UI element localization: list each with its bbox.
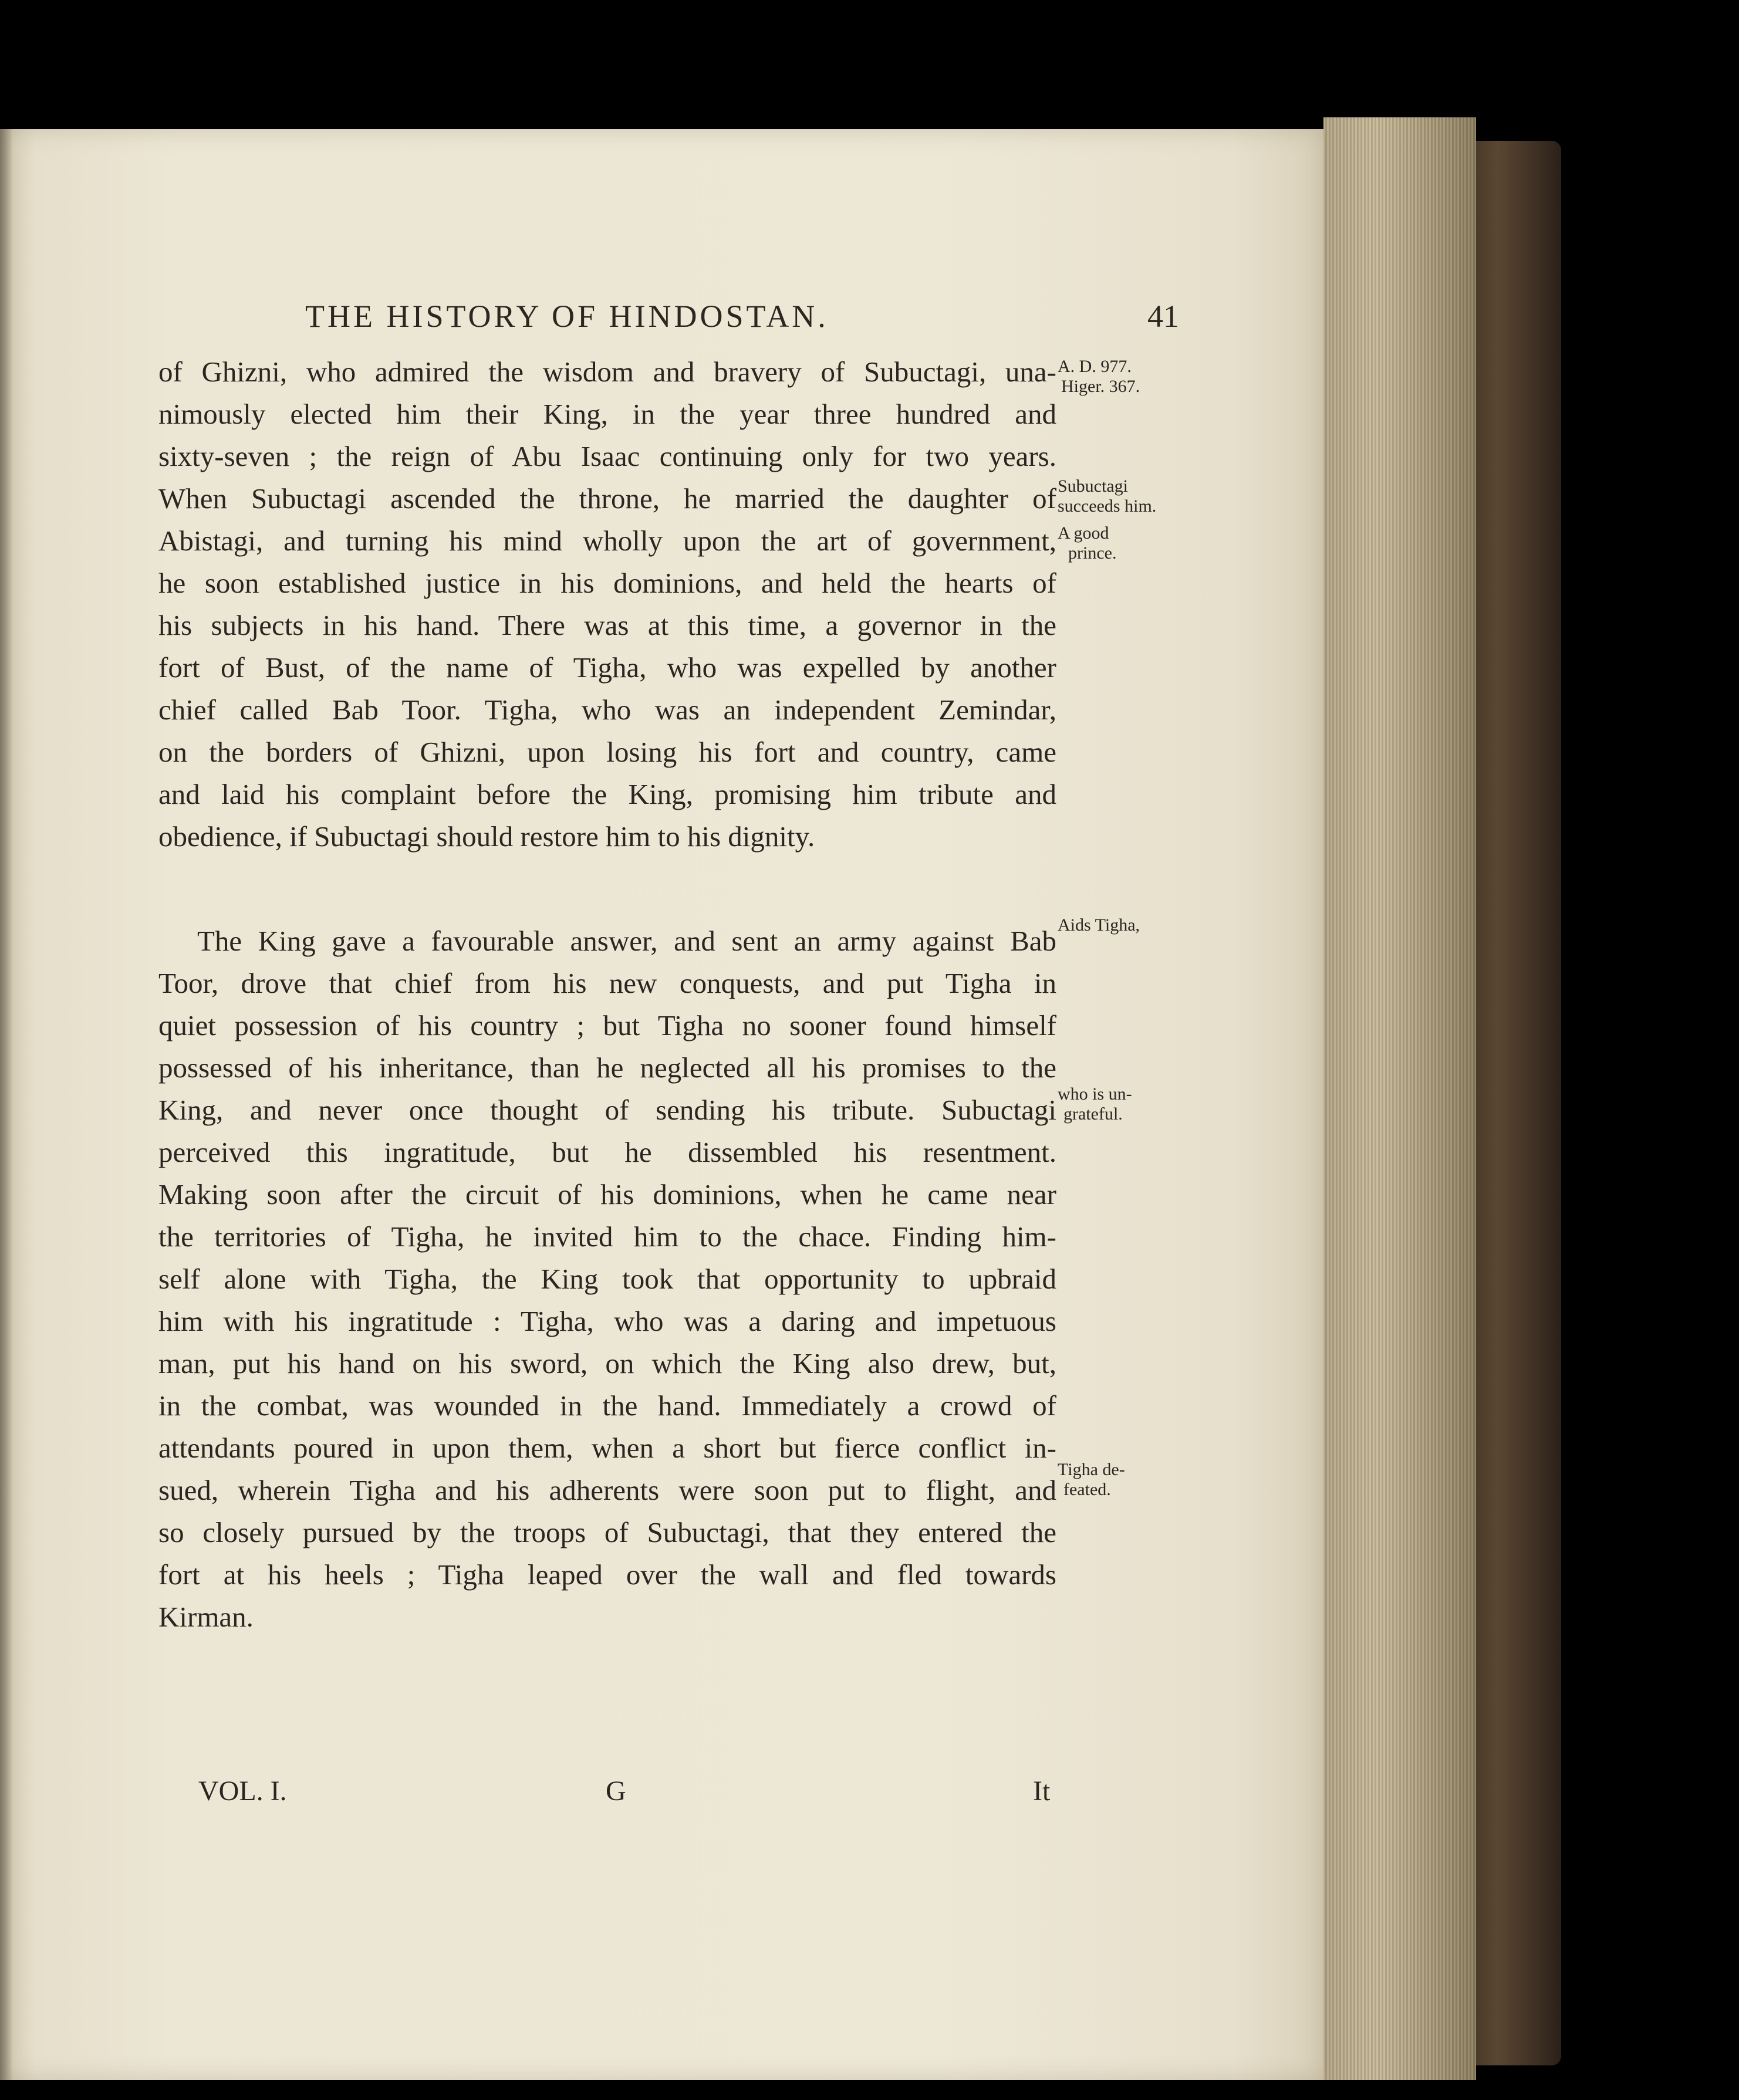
margin-note-good-prince [1058,523,1116,563]
margin-note-defeated [1058,1460,1125,1500]
text-line: Making soon after the circuit of his dominions, when he came near [158,1178,1056,1210]
paragraph-1 [158,351,1056,858]
gutter-shadow [0,129,13,2080]
margin-note-line: prince. [1068,543,1117,563]
margin-note-line: Higer. 367. [1061,377,1140,396]
text-line: Toor, drove that chief from his new conquests, and put Tigha in [158,967,1056,999]
margin-note-line: Tigha de- [1058,1460,1125,1479]
text-line: Kirman. [158,1601,254,1633]
page-edges [1323,117,1476,2080]
margin-note-line: Subuctagi [1058,476,1128,496]
text-line: he soon established justice in his dominions, and held the hearts of [158,567,1056,599]
text-line: in the combat, was wounded in the hand. Immediately a crowd of [158,1389,1056,1422]
text-line: quiet possession of his country ; but Tigha no sooner found himself [158,1009,1056,1041]
margin-note-succeeds [1058,476,1156,516]
text-line: attendants poured in upon them, when a short but fierce conflict in- [158,1432,1056,1464]
volume-label: VOL. I. [198,1776,287,1807]
margin-note-line: Aids Tigha, [1058,915,1140,935]
text-line: The King gave a favourable answer, and sent an army against Bab [197,925,1056,957]
margin-note-aids [1058,915,1140,935]
text-line: possessed of his inheritance, than he neglected all his promises to the [158,1051,1056,1084]
text-line: and laid his complaint before the King, promising him tribute and [158,778,1056,810]
text-line: his subjects in his hand. There was at this time, a governor in the [158,609,1056,641]
text-line: sixty-seven ; the reign of Abu Isaac continuing only for two years. [158,440,1056,472]
margin-note-ungrateful [1058,1084,1132,1124]
text-line: so closely pursued by the troops of Subuctagi, that they entered the [158,1516,1056,1548]
text-line: the territories of Tigha, he invited him to the chace. Finding him- [158,1220,1056,1253]
text-line: nimously elected him their King, in the year three hundred and [158,398,1056,430]
page-number: 41 [1147,299,1179,334]
text-line: King, and never once thought of sending his tribute. Subuctagi [158,1094,1056,1126]
margin-note-line: A good [1058,523,1109,543]
book-page [0,129,1323,2080]
text-line: perceived this ingratitude, but he dissembled his resentment. [158,1136,1056,1168]
book [0,117,1739,2100]
paragraph-2 [158,920,1056,1638]
text-line: fort at his heels ; Tigha leaped over the wall and fled towards [158,1558,1056,1591]
margin-note-line: who is un- [1058,1084,1132,1104]
margin-note-line: grateful. [1063,1104,1123,1124]
text-line: sued, wherein Tigha and his adherents were soon put to flight, and [158,1474,1056,1506]
running-head: THE HISTORY OF HINDOSTAN. [305,299,829,334]
margin-note-line: feated. [1063,1480,1111,1499]
text-line: chief called Bab Toor. Tigha, who was an independent Zemindar, [158,694,1056,726]
text-line: obedience, if Subuctagi should restore him to his dignity. [158,820,815,853]
margin-note-date [1058,357,1140,397]
text-line: Abistagi, and turning his mind wholly upon the art of government, [158,525,1056,557]
text-line: on the borders of Ghizni, upon losing his fort and country, came [158,736,1056,768]
margin-note-line: succeeds him. [1058,496,1157,516]
text-line: When Subuctagi ascended the throne, he married the daughter of [158,482,1056,515]
catchword: It [1033,1776,1051,1807]
text-line: him with his ingratitude : Tigha, who was a daring and impetuous [158,1305,1056,1337]
text-line: fort of Bust, of the name of Tigha, who was expelled by another [158,651,1056,684]
margin-note-line: A. D. 977. [1058,357,1132,376]
text-line: self alone with Tigha, the King took that opportunity to upbraid [158,1263,1056,1295]
text-line: man, put his hand on his sword, on which the King also drew, but, [158,1347,1056,1379]
signature-mark: G [606,1776,626,1807]
text-line: of Ghizni, who admired the wisdom and bravery of Subuctagi, una- [158,356,1056,388]
